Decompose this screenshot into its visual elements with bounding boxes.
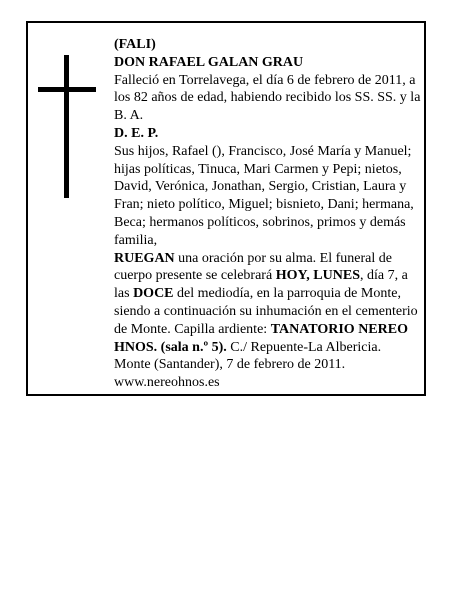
deceased-name: DON RAFAEL GALAN GRAU (114, 54, 304, 70)
tanatorio-name: TANATORIO NEREO HNOS. (sala n.º 5). (114, 321, 408, 355)
funeral-day: HOY, LUNES (275, 268, 360, 284)
ruegan-text: RUEGAN (114, 250, 175, 266)
funeral-hour: DOCE (133, 286, 174, 302)
funeral-text-2: , día 7, a las (114, 268, 408, 302)
cross-horizontal-bar (38, 87, 96, 92)
place-date: Monte (Santander), 7 de febrero de 2011. (114, 357, 346, 373)
funeral-paragraph (114, 250, 424, 357)
death-announcement: Falleció en Torrelavega, el día 6 de febrero de 2011, a los 82 años de edad, habiendo recibido los SS. SS. y la B. A. (114, 72, 421, 124)
funeral-text-3: del mediodía, en la parroquia de Monte, siendo a continuación su inhumación en el cementerio de Monte. Capilla ardiente: (114, 286, 418, 337)
family-list: Sus hijos, Rafael (), Francisco, José María y Manuel; hijas políticas, Tinuca, Mari Carmen y Pepi; nietos, David, Verónica, Jonathan, Sergio, Cristian, Laura y Fran; nieto político, Miguel; bisnieto, Dani; hermana, Beca; hermanos políticos, sobrinos, primos y demás familia, (114, 143, 414, 248)
dep-line: D. E. P. (114, 125, 159, 141)
latin-cross-icon (38, 55, 96, 198)
funeral-text-4: C./ Repuente-La Albericia. (226, 339, 382, 355)
funeral-text-1: una oración por su alma. El funeral de cuerpo presente se celebrará (114, 250, 392, 284)
website: www.nereohnos.es (114, 375, 220, 391)
cross-vertical-bar (64, 55, 69, 198)
nickname: (FALI) (114, 37, 156, 52)
obituary-text (114, 36, 424, 392)
